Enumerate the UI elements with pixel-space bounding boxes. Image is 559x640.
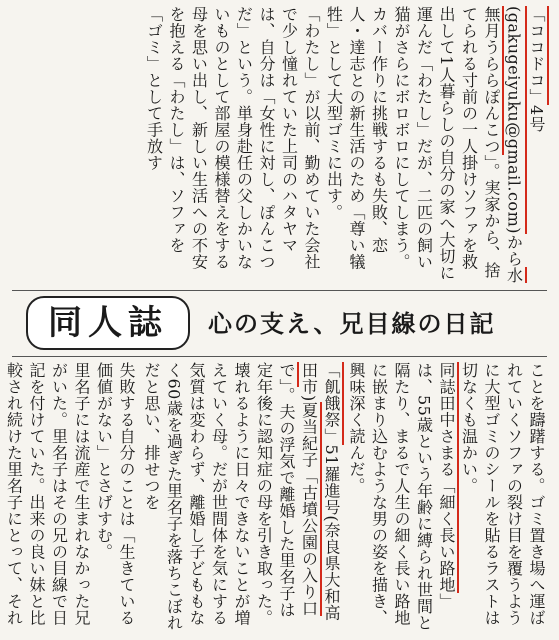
divider-top — [12, 290, 547, 291]
review-paragraph: 」は、55歳という年齢に縛られ世間と隔たり、まるで人生の細く長い路地に嵌まり込むような男の姿を描き、興味深く読んだ。 — [347, 362, 456, 631]
work-title: 「古墳公園の入り口で」 — [277, 362, 322, 616]
review-paragraph: 「わたし」が以前、勤めていた会社で少し憧れていた上司のハタヤマは、自分は「女性に対し、ぽんこつだ」という。単身赴任の父しかいないものとして部屋の模様替えをする母を思い出し、新しい生活への不安を抱える「わたし」は、ソファを「ゴミ」として手放す — [144, 6, 321, 270]
author-work-title: 水無月うららぽんこつ — [482, 6, 527, 283]
section-title: 同人誌 — [26, 296, 190, 350]
headline: 心の支え、兄目線の日記 — [208, 310, 496, 338]
bottom-column-3 — [4, 362, 137, 632]
issue-number: 4号 — [527, 105, 546, 133]
review-paragraph: 失敗する自分のことは「生きている価値がない」とさげすむ。 — [94, 362, 136, 626]
second-work-title: 細く長い路地 — [437, 494, 459, 593]
from-text: から — [504, 233, 524, 267]
review-paragraph: 。夫の浮気で離婚した里名子は定年後に認知症の母を引き取った。壊れるように日々できないことが増えていく母。だが世間体を気にする気質は変わらず、離婚し子どももなく60歳を過ぎた里名子を落ちこぼれだと思い、排せつを — [142, 362, 296, 631]
author-name: 夏当紀子 — [300, 402, 322, 468]
issue-number: 51 — [322, 444, 341, 466]
second-work-lead: 同誌田中さまる「 — [437, 362, 459, 494]
bottom-column-2 — [144, 362, 342, 632]
review-paragraph: 」。実家から、捨てられる寸前の一人掛けソファを救出して1人暮らしの自分の家へ大切に運んだ「わたし」だが、二匹の飼い猫がさらにボロボロにしてしまう。カバー作りに挑戦するも失敗、恋人・達志との新生活のため「尊い犠牲」として大型ゴミに出す。 — [324, 6, 501, 281]
bottom-column-1 — [349, 362, 547, 632]
journal-title-kokodoko: 「ココドコ」 — [527, 6, 549, 105]
section-header — [12, 292, 547, 356]
contact-email: (gakugeiyuku@gmail.com) — [505, 6, 527, 234]
journal-title-kigasai: 「飢餓祭」 — [322, 362, 344, 445]
review-paragraph: 里名子には流産で生まれなかった兄がいた。里名子はその兄の目線で日記を付けていた。出来の良い妹と比較され続けた里名子にとって、それ — [4, 362, 91, 626]
review-paragraph: ことを躊躇する。ゴミ置き場へ運ばれていくソファの裂け目を覆うように大型ゴミのシールを貼るラストは切なくも温かい。 — [459, 362, 546, 626]
divider-bottom — [12, 356, 547, 357]
publisher-location: 羅進号(奈良県大和高田市) — [299, 362, 341, 622]
top-column-text — [12, 6, 547, 286]
